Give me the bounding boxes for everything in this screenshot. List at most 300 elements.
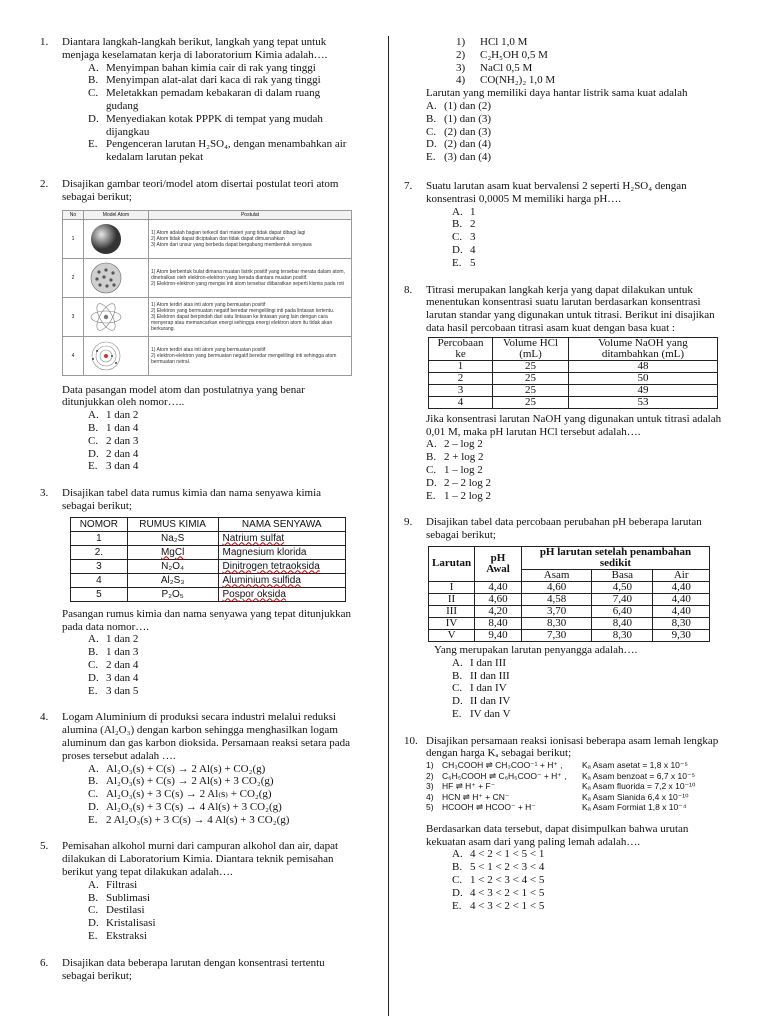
option-letter: E. [88, 684, 98, 697]
cell-air: 9,30 [653, 629, 710, 641]
option-a[interactable] [88, 409, 352, 422]
question-followup: Yang merupakan larutan penyangga adalah…. [434, 643, 638, 656]
table-header-row [71, 517, 346, 531]
option-e[interactable] [88, 685, 352, 698]
options [452, 657, 724, 721]
option-letter: C. [452, 682, 463, 695]
question-text: Disajikan data beberapa larutan dengan konsentrasi tertentu sebagai berikut; [62, 956, 325, 982]
option-text: 4 < 3 < 2 < 1 < 5 [470, 886, 545, 899]
option-letter: D. [426, 138, 437, 151]
option-d[interactable] [452, 244, 724, 257]
option-text: Al₂O₃(s) + C(s) → 2 Al(s) + CO₂(g) [106, 762, 266, 775]
cell-rumus: Al₂S₃ [127, 573, 218, 587]
cell-naoh: 49 [568, 384, 717, 396]
table-row [63, 258, 352, 297]
question-followup: Data pasangan model atom dan postulatnya yang benar ditunjukkan oleh nomor….. [62, 383, 305, 409]
cell-air: 4,40 [653, 593, 710, 605]
cell-nomor: 5 [71, 587, 128, 601]
cell-rumus: Na₂S [127, 531, 218, 545]
options [426, 100, 724, 164]
option-text: 2 [470, 218, 476, 231]
cell-awal: 8,40 [475, 617, 522, 629]
question-number: 9. [404, 516, 413, 529]
option-text: Sublimasi [106, 891, 151, 904]
ph-table [428, 546, 710, 642]
reaction-number: 3) [426, 781, 434, 792]
question-number: 4. [40, 711, 49, 724]
question-number: 1. [40, 36, 49, 48]
question-followup: Larutan yang memiliki daya hantar listrik sama kuat adalah [426, 87, 688, 100]
option-c[interactable] [452, 682, 724, 695]
option-c[interactable] [88, 659, 352, 672]
cell-rumus [127, 545, 218, 559]
option-text: (1) dan (3) [444, 112, 492, 125]
option-b[interactable] [88, 892, 352, 905]
table-row [429, 581, 710, 593]
question-text: Logam Aluminium di produksi secara industri melalui reduksi alumina (Al₂O₃) dengan karbon sehingga menghasilkan logam aluminum dan gas karbon dioksida. Persamaan reaksi setara pada proses tersebut adalah …. [62, 711, 351, 762]
option-letter: C. [88, 658, 99, 671]
cell-percobaan: 2 [429, 372, 493, 384]
option-text: I dan IV [470, 682, 507, 695]
table-row [71, 587, 346, 601]
table-row [71, 545, 346, 559]
option-text: Ekstraksi [106, 930, 147, 943]
table-row [63, 219, 352, 258]
option-letter: E. [452, 707, 462, 720]
option-letter: B. [426, 451, 437, 464]
plum-pudding-icon [86, 261, 126, 295]
options [88, 409, 352, 473]
cell-percobaan: 1 [429, 360, 493, 372]
header-volume-hcl: Volume HCl (mL) [493, 337, 569, 360]
reaction-equation: HCN ⇌ H⁺ + CN⁻ [442, 791, 510, 802]
option-c[interactable] [88, 788, 352, 801]
cell-awal: 4,60 [475, 593, 522, 605]
option-text: 5 [470, 256, 476, 269]
header-ph-after: pH larutan setelah penambahan sedikit [521, 546, 709, 569]
solution-item [456, 74, 724, 87]
cell-nama [218, 531, 345, 545]
option-d[interactable] [88, 917, 352, 930]
table-row [429, 396, 718, 408]
option-letter: D. [88, 671, 99, 684]
postulat-line: 3) Atom dari unsur yang berbeda dapat bergabung membentuk senyawa [151, 241, 312, 248]
postulat-line: 2) Atom tidak dapat diciptakan dan tidak dapat dimusnahkan [151, 235, 285, 242]
atom-model-bohr-image [84, 297, 149, 336]
header-postulat: Postulat [149, 210, 352, 219]
cell-nama [218, 559, 345, 573]
option-c[interactable] [88, 87, 352, 113]
question-8 [404, 284, 724, 503]
atom-model-table [62, 210, 352, 376]
option-text: Al₂O₃(s) + 3 C(s) → 2 Al₍s₎ + CO₂(g) [106, 788, 272, 801]
option-letter: C. [88, 434, 99, 447]
column-divider [388, 36, 389, 1016]
solution-item [456, 62, 724, 75]
option-letter: A. [88, 762, 99, 775]
option-letter: D. [88, 800, 99, 813]
reaction-row [426, 802, 724, 813]
option-text: 2 dan 3 [106, 434, 139, 447]
table-row [63, 297, 352, 336]
cell-larutan: IV [429, 617, 475, 629]
option-letter: C. [88, 87, 99, 100]
option-text: 3 dan 4 [106, 671, 139, 684]
nama-text: Aluminium sulfida [222, 574, 301, 586]
option-letter: B. [452, 218, 463, 231]
cell-larutan: V [429, 629, 475, 641]
header-asam: Asam [521, 569, 591, 581]
option-text: 1 < 2 < 3 < 4 < 5 [470, 873, 545, 886]
nama-text: Pospor oksida [222, 588, 286, 600]
postulat-line: 1) Atom berbentuk bulat dimana muatan listrik positif yang tersebar merata dalam atom, dinetralkan oleh elektron-elektron yang berada diantara muatan positif. [151, 268, 345, 281]
option-a[interactable] [426, 100, 724, 113]
question-followup: Jika konsentrasi larutan NaOH yang digunakan untuk titrasi adalah 0,01 M, maka pH larutan HCl tersebut adalah…. [426, 412, 722, 438]
postulat-cell [149, 258, 352, 297]
option-text: (2) dan (4) [444, 138, 492, 151]
cell-nomor: 4 [71, 573, 128, 587]
option-d[interactable] [88, 448, 352, 461]
postulat-line: 3) Elektron dapat berpindah dari satu lintasan ke lintasan yang lain dengan cara menyerap atau memancarkan energi sehingga energi elektron atom itu tidak akan berkurang. [151, 313, 333, 332]
option-text: II dan IV [470, 695, 511, 708]
option-text: 1 dan 2 [106, 633, 139, 646]
reaction-number: 1) [426, 760, 434, 771]
option-text: 3 dan 5 [106, 684, 139, 697]
question-text: Titrasi merupakan langkah kerja yang dapat dilakukan untuk menentukan konsentrasi suatu larutan berdasarkan konsentrasi larutan standar yang digunakan untuk titrasi. Berikut ini disajikan data hasil percobaan titrasi asam kuat dengan basa kuat : [426, 283, 715, 334]
right-column [404, 36, 724, 922]
options [88, 62, 352, 164]
option-text: (2) dan (3) [444, 125, 492, 138]
header-nomor: NOMOR [71, 517, 128, 531]
option-letter: D. [88, 112, 99, 125]
question-number: 8. [404, 283, 413, 296]
option-b[interactable] [88, 422, 352, 435]
header-air: Air [653, 569, 710, 581]
cell-nama [218, 587, 345, 601]
item-text: NaCl 0,5 M [480, 61, 533, 74]
option-e[interactable] [88, 814, 352, 827]
option-text: 1 dan 4 [106, 421, 139, 434]
option-letter: A. [452, 848, 463, 861]
table-row [429, 617, 710, 629]
reaction-equation: HF ⇌ H⁺ + F⁻ [442, 781, 496, 792]
option-letter: A. [426, 99, 437, 112]
option-text: 4 [470, 243, 476, 256]
question-text: Disajikan persamaan reaksi ionisasi beberapa asam lemah lengkap dengan harga Kₐ sebagai berikut; [426, 734, 719, 760]
option-text: Destilasi [106, 904, 145, 917]
option-letter: E. [88, 813, 98, 826]
postulat-line: 2) elektron-elektron yang bermuatan negatif beredar mengelilingi inti sehingga atom bermuatan netral. [151, 352, 337, 365]
cell-awal: 4,40 [475, 581, 522, 593]
cell-asam: 8,30 [521, 617, 591, 629]
option-letter: A. [452, 656, 463, 669]
atom-model-dalton-image [84, 219, 149, 258]
dalton-sphere-icon [86, 222, 126, 256]
option-text: (3) dan (4) [444, 151, 492, 164]
question-6 [40, 957, 352, 983]
table-row [429, 384, 718, 396]
question-followup: Berdasarkan data tersebut, dapat disimpulkan bahwa urutan kekuatan asam dari yang paling lemah adalah…. [426, 822, 689, 848]
question-text: Disajikan tabel data percobaan perubahan pH beberapa larutan sebagai berikut; [426, 516, 702, 542]
row-number: 4 [63, 336, 84, 375]
reaction-ka: Kₐ Asam fluorida = 7,2 x 10⁻¹⁰ [582, 781, 696, 792]
option-b[interactable] [88, 74, 352, 87]
option-d[interactable] [452, 695, 724, 708]
option-c[interactable] [88, 904, 352, 917]
option-letter: C. [452, 873, 463, 886]
cell-percobaan: 4 [429, 396, 493, 408]
nama-text: Dinitrogen tetraoksida [222, 560, 320, 572]
option-a[interactable] [88, 879, 352, 892]
option-b[interactable] [452, 218, 724, 231]
header-ph-awal: pH Awal [475, 546, 522, 581]
option-letter: A. [88, 633, 99, 646]
cell-awal: 4,20 [475, 605, 522, 617]
option-b[interactable] [88, 646, 352, 659]
option-text: Meletakkan pemadam kebakaran di dalam ruang gudang [106, 87, 321, 112]
header-basa: Basa [592, 569, 653, 581]
option-c[interactable] [426, 126, 724, 139]
option-e[interactable] [452, 900, 724, 913]
option-e[interactable] [88, 930, 352, 943]
option-b[interactable] [452, 670, 724, 683]
option-letter: B. [426, 112, 437, 125]
titration-table [428, 337, 718, 409]
header-rumus: RUMUS KIMIA [127, 517, 218, 531]
item-number: 2) [456, 48, 466, 61]
orbital-atom-icon [86, 300, 126, 334]
option-d[interactable] [88, 672, 352, 685]
option-letter: B. [452, 669, 463, 682]
option-letter: E. [426, 489, 436, 502]
option-letter: B. [88, 74, 99, 87]
option-text: (1) dan (2) [444, 99, 492, 112]
option-text: 1 dan 2 [106, 409, 139, 422]
option-a[interactable] [426, 438, 724, 451]
cell-rumus: N₂O₄ [127, 559, 218, 573]
question-number: 3. [40, 487, 49, 500]
question-number: 5. [40, 840, 49, 853]
question-7 [404, 180, 724, 270]
cell-naoh: 48 [568, 360, 717, 372]
cell-asam: 7,30 [521, 629, 591, 641]
question-6-continued [404, 36, 724, 164]
cell-percobaan: 3 [429, 384, 493, 396]
question-10 [404, 735, 724, 913]
option-b[interactable] [88, 775, 352, 788]
solution-list [456, 36, 724, 87]
row-number: 2 [63, 258, 84, 297]
option-text: Filtrasi [106, 878, 138, 891]
table-header-row [429, 337, 718, 360]
option-letter: A. [88, 878, 99, 891]
option-text: Pengenceran larutan H₂SO₄, dengan menambahkan air kedalam larutan pekat [106, 138, 347, 164]
concentric-orbit-icon [86, 339, 126, 373]
question-5 [40, 840, 352, 942]
cell-hcl: 25 [493, 372, 569, 384]
option-text: Menyimpan alat-alat dari kaca di rak yang tinggi [106, 74, 321, 87]
postulat-line: 2) Elektron yang bermuatan negatif beredar mengelilingi inti pada lintasan tertentu. [151, 307, 335, 314]
option-d[interactable] [426, 138, 724, 151]
option-c[interactable] [452, 874, 724, 887]
option-b[interactable] [452, 861, 724, 874]
option-text: Menyediakan kotak PPPK di tempat yang mudah dijangkau [106, 112, 323, 138]
item-text: CO(NH₂)₂ 1,0 M [480, 74, 556, 87]
option-a[interactable] [88, 763, 352, 776]
option-text: 5 < 1 < 2 < 3 < 4 [470, 861, 545, 874]
option-d[interactable] [452, 887, 724, 900]
reaction-list [426, 760, 724, 813]
table-row [429, 372, 718, 384]
options [88, 879, 352, 943]
reaction-row [426, 771, 724, 782]
reaction-ka: Kₐ Asam Sianida 6,4 x 10⁻¹⁰ [582, 791, 689, 802]
header-no: No [63, 210, 84, 219]
question-4 [40, 711, 352, 826]
option-letter: A. [88, 61, 99, 74]
solution-item [456, 36, 724, 49]
cell-basa: 8,40 [592, 617, 653, 629]
reaction-ka: Kₐ Asam Formiat 1,8 x 10⁻⁴ [582, 802, 687, 813]
cell-nama [218, 573, 345, 587]
cell-nomor: 1 [71, 531, 128, 545]
reaction-equation: HCOOH ⇌ HCOO⁻ + H⁻ [442, 802, 536, 813]
option-letter: C. [426, 125, 437, 138]
option-e[interactable] [426, 490, 724, 503]
option-letter: B. [452, 861, 463, 874]
option-e[interactable] [88, 138, 352, 164]
option-d[interactable] [88, 801, 352, 814]
option-text: Menyimpan bahan kimia cair di rak yang tinggi [106, 61, 316, 74]
cell-basa: 4,50 [592, 581, 653, 593]
option-text: 4 < 2 < 1 < 5 < 1 [470, 848, 545, 861]
cell-basa: 8,30 [592, 629, 653, 641]
option-text: Al₂O₃(s) + C(s) → 2 Al(s) + 3 CO₂(g) [106, 775, 274, 788]
table-row [429, 360, 718, 372]
option-letter: A. [426, 438, 437, 451]
option-letter: B. [88, 775, 99, 788]
reaction-ka: Kₐ Asam asetat = 1,8 x 10⁻⁵ [582, 760, 688, 771]
header-larutan: Larutan [429, 546, 475, 581]
option-a[interactable] [452, 657, 724, 670]
option-e[interactable] [426, 151, 724, 164]
header-volume-naoh: Volume NaOH yang ditambahkan (mL) [568, 337, 717, 360]
option-text: 3 dan 4 [106, 460, 139, 473]
option-text: 2 – log 2 [444, 438, 483, 451]
row-number: 1 [63, 219, 84, 258]
option-text: 1 [470, 205, 476, 218]
cell-naoh: 53 [568, 396, 717, 408]
reaction-equation: C₆H₅COOH ⇌ C₆H₅COO⁻ + H⁺ , [442, 770, 567, 781]
option-letter: E. [88, 930, 98, 943]
postulat-cell [149, 336, 352, 375]
option-letter: D. [426, 476, 437, 489]
postulat-cell [149, 297, 352, 336]
option-b[interactable] [426, 451, 724, 464]
option-c[interactable] [452, 231, 724, 244]
question-2 [40, 178, 352, 473]
item-number: 3) [456, 61, 466, 74]
header-model: Model Atom [84, 210, 149, 219]
item-number: 1) [456, 36, 466, 48]
option-letter: E. [452, 256, 462, 269]
cell-rumus: P₂O₅ [127, 587, 218, 601]
option-e[interactable] [452, 708, 724, 721]
reaction-equation: CH₃COOH ⇌ CH₃COO⁻¹ + H⁺ , [442, 760, 563, 771]
options [452, 206, 724, 270]
cell-hcl: 25 [493, 384, 569, 396]
option-letter: B. [88, 891, 99, 904]
option-a[interactable] [452, 206, 724, 219]
option-e[interactable] [88, 460, 352, 473]
postulat-line: 2) Elektron-elektron yang mengisi inti atom tersebar diibaratkan seperti kismis pada roti [151, 280, 344, 287]
option-text: 1 – 2 log 2 [444, 489, 492, 502]
option-c[interactable] [426, 464, 724, 477]
item-text: HCl 1,0 M [480, 36, 528, 48]
option-letter: D. [88, 447, 99, 460]
cell-larutan: II [429, 593, 475, 605]
option-letter: C. [88, 904, 99, 917]
reaction-row [426, 760, 724, 771]
table-header-row [429, 546, 710, 569]
option-letter: A. [452, 205, 463, 218]
option-d[interactable] [88, 113, 352, 139]
option-letter: C. [452, 231, 463, 244]
question-number: 6. [40, 956, 49, 969]
atom-model-thomson-image [84, 258, 149, 297]
cell-asam: 4,60 [521, 581, 591, 593]
option-letter: E. [452, 899, 462, 912]
table-row [71, 573, 346, 587]
option-letter: C. [88, 788, 99, 801]
option-text: II dan III [470, 669, 510, 682]
cell-nomor: 3 [71, 559, 128, 573]
option-a[interactable] [88, 633, 352, 646]
option-a[interactable] [452, 848, 724, 861]
option-b[interactable] [426, 113, 724, 126]
cell-basa: 7,40 [592, 593, 653, 605]
option-c[interactable] [88, 435, 352, 448]
option-a[interactable] [88, 62, 352, 75]
option-text: 3 [470, 231, 476, 244]
option-letter: B. [88, 421, 99, 434]
option-letter: D. [452, 695, 463, 708]
option-text: I dan III [470, 656, 507, 669]
options [452, 848, 724, 912]
option-text: 2 Al₂O₃(s) + 3 C(s) → 4 Al(s) + 3 CO₂(g) [106, 813, 290, 826]
option-text: IV dan V [470, 707, 511, 720]
option-text: 2 dan 4 [106, 658, 139, 671]
question-text: Suatu larutan asam kuat bervalensi 2 seperti H₂SO₄ dengan konsentrasi 0,0005 M memiliki harga pH…. [426, 179, 687, 205]
postulat-line: 1) Atom adalah bagian terkecil dari materi yang tidak dapat dibagi lagi [151, 229, 306, 236]
option-letter: C. [426, 463, 437, 476]
option-text: 1 – log 2 [444, 463, 483, 476]
cell-awal: 9,40 [475, 629, 522, 641]
question-text: Disajikan tabel data rumus kimia dan nama senyawa kimia sebagai berikut; [62, 487, 322, 512]
rumus-text: MgCl [160, 546, 185, 558]
option-letter: D. [88, 917, 99, 930]
option-d[interactable] [426, 477, 724, 490]
table-header-row [63, 210, 352, 219]
option-e[interactable] [452, 257, 724, 270]
reaction-number: 4) [426, 791, 434, 802]
cell-nomor: 2. [71, 545, 128, 559]
option-letter: B. [88, 646, 99, 659]
options [88, 763, 352, 827]
question-text: Diantara langkah-langkah berikut, langkah yang tepat untuk menjaga keselamatan kerja di laboratorium Kimia adalah…. [62, 36, 328, 61]
question-followup: Pasangan rumus kimia dan nama senyawa yang tepat ditunjukkan pada data nomor…. [62, 607, 351, 633]
postulat-line: 1) Atom terdiri atas inti atom yang bermuatan positif [151, 301, 266, 308]
